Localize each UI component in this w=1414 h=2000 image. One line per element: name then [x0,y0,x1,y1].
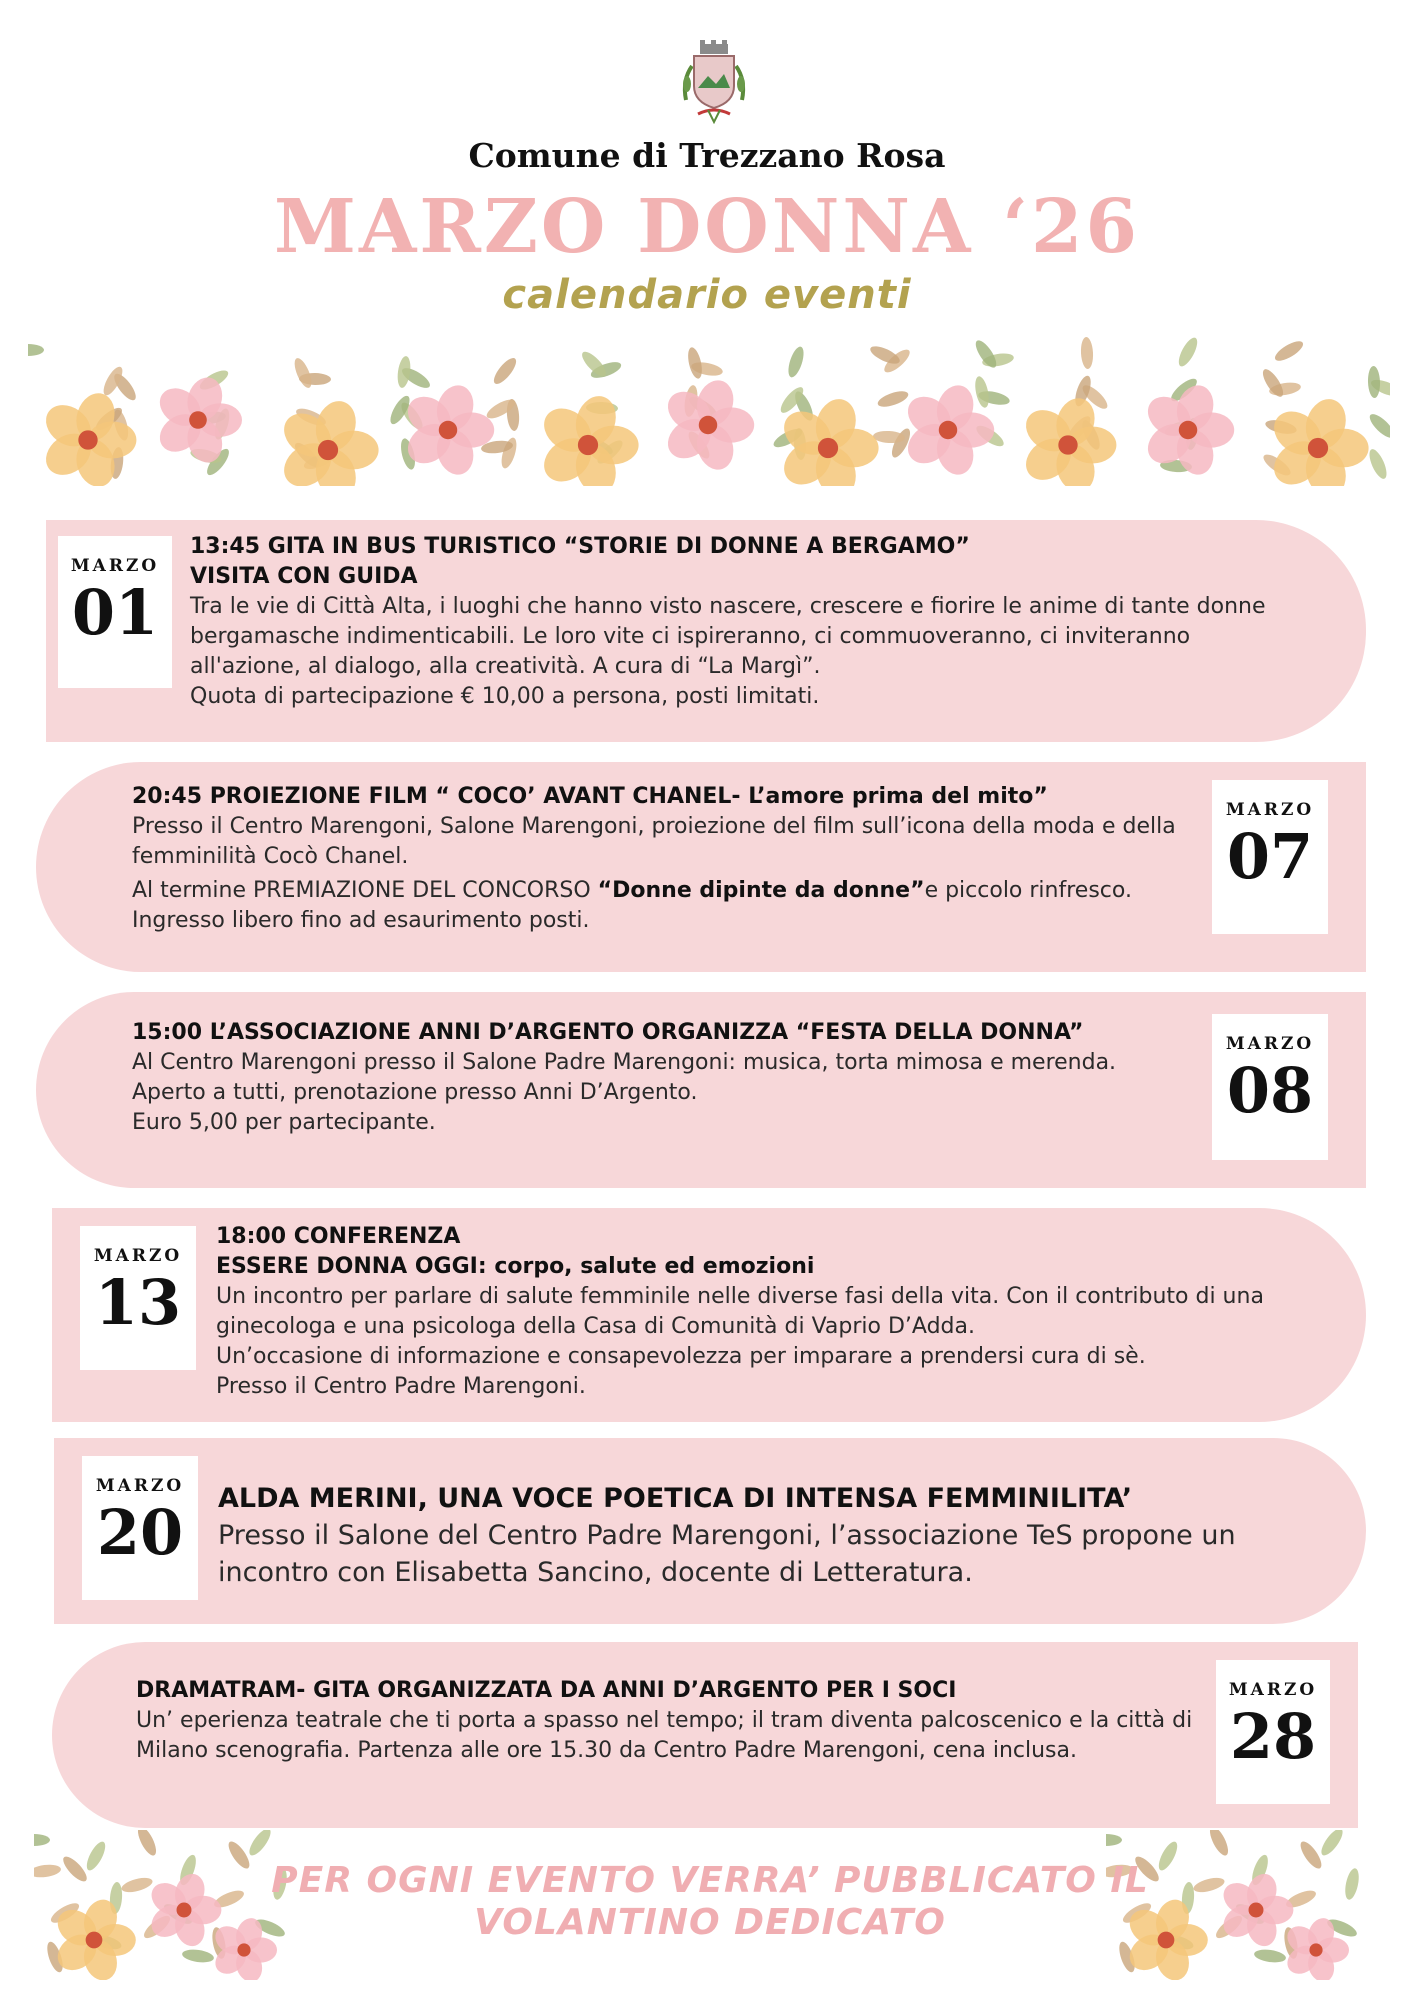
event-heading: 20:45 PROIEZIONE FILM “ COCO’ AVANT CHANEL- L’amore prima del mito” [132,784,1048,809]
floral-decoration-left [34,1830,290,1980]
event-description: Un incontro per parlare di salute femminile nelle diverse fasi della vita. Con il contributo di una ginecologa e una psicologa della Casa di Comunità di Vaprio D’Adda. [216,1284,1264,1339]
note-text-end: e piccolo rinfresco. Ingresso libero fino ad esaurimento posti. [132,878,1132,933]
footer-line-2: VOLANTINO DEDICATO [474,1902,946,1943]
event-location: Presso il Centro Padre Marengoni. [216,1374,586,1399]
date-day: 28 [1229,1700,1317,1773]
event-description: Presso il Salone del Centro Padre Marengoni, l’associazione TeS propone un incontro con Elisabetta Sancino, docente di Letteratura. [218,1520,1236,1588]
footer-line-1: PER OGNI EVENTO VERRA’ PUBBLICATO IL [271,1860,1149,1901]
date-month: MARZO [70,556,160,576]
date-month: MARZO [95,1476,185,1496]
event-text-08 [132,1018,1192,1138]
date-day: 20 [96,1496,184,1569]
event-description: Un’ eperienza teatrale che ti porta a spasso nel tempo; il tram diventa palcoscenico e la città di Milano scenografia. Partenza alle ore 15.30 da Centro Padre Marengoni, cena inclusa. [136,1708,1193,1763]
municipality-name: Comune di Trezzano Rosa [468,136,946,175]
event-text-07 [132,782,1192,936]
note-text: Al termine PREMIAZIONE DEL CONCORSO [132,878,598,903]
date-box-07 [1212,780,1328,934]
date-box-13 [80,1226,196,1370]
date-month: MARZO [93,1246,183,1266]
date-box-28 [1216,1660,1330,1804]
event-note: Quota di partecipazione € 10,00 a persona, posti limitati. [190,684,820,709]
event-subheading: VISITA CON GUIDA [190,564,418,589]
event-text-01 [190,532,1290,712]
event-heading: DRAMATRAM- GITA ORGANIZZATA DA ANNI D’ARGENTO PER I SOCI [136,1678,957,1703]
event-subheading: ESSERE DONNA OGGI: corpo, salute ed emozioni [216,1254,815,1279]
page-title: MARZO DONNA ‘26 [274,184,1140,270]
date-day: 08 [1226,1054,1314,1127]
event-note: Un’occasione di informazione e consapevolezza per imparare a prendersi cura di sè. [216,1344,1146,1369]
event-text-20 [218,1480,1328,1591]
event-description: Presso il Centro Marengoni, Salone Marengoni, proiezione del film sull’icona della moda e della femminilità Cocò Chanel. [132,814,1176,869]
floral-decoration-band [28,330,1390,486]
date-month: MARZO [1228,1680,1318,1700]
contest-name: “Donne dipinte da donne” [597,878,925,903]
event-text-13 [216,1222,1326,1402]
event-description: Tra le vie di Città Alta, i luoghi che hanno visto nascere, crescere e fiorire le anime di tante donne bergamasche indimenticabili. Le loro vite ci ispireranno, ci commuoveranno, ci inviteranno all'azione, al dialogo, alla creatività. A cura di “La Margì”. [190,594,1266,679]
event-heading: 18:00 CONFERENZA [216,1224,461,1249]
event-heading: ALDA MERINI, UNA VOCE POETICA DI INTENSA FEMMINILITA’ [218,1483,1133,1514]
date-day: 13 [94,1266,182,1339]
date-day: 07 [1226,820,1314,893]
date-day: 01 [71,576,159,649]
date-box-20 [82,1456,198,1600]
town-crest-logo [678,40,750,124]
date-box-08 [1212,1014,1328,1160]
date-month: MARZO [1225,1034,1315,1054]
event-description: Al Centro Marengoni presso il Salone Padre Marengoni: musica, torta mimosa e merenda. Aperto a tutti, prenotazione presso Anni D’Argento. [132,1050,1117,1105]
event-heading: 13:45 GITA IN BUS TURISTICO “STORIE DI DONNE A BERGAMO” [190,534,970,559]
event-note [132,876,1192,936]
footer-notice [260,1860,1160,1944]
page-subtitle: calendario eventi [502,272,912,318]
date-month: MARZO [1225,800,1315,820]
event-text-28 [136,1676,1196,1766]
date-box-01 [58,536,172,688]
event-heading: 15:00 L’ASSOCIAZIONE ANNI D’ARGENTO ORGANIZZA “FESTA DELLA DONNA” [132,1020,1084,1045]
event-note: Euro 5,00 per partecipante. [132,1110,436,1135]
